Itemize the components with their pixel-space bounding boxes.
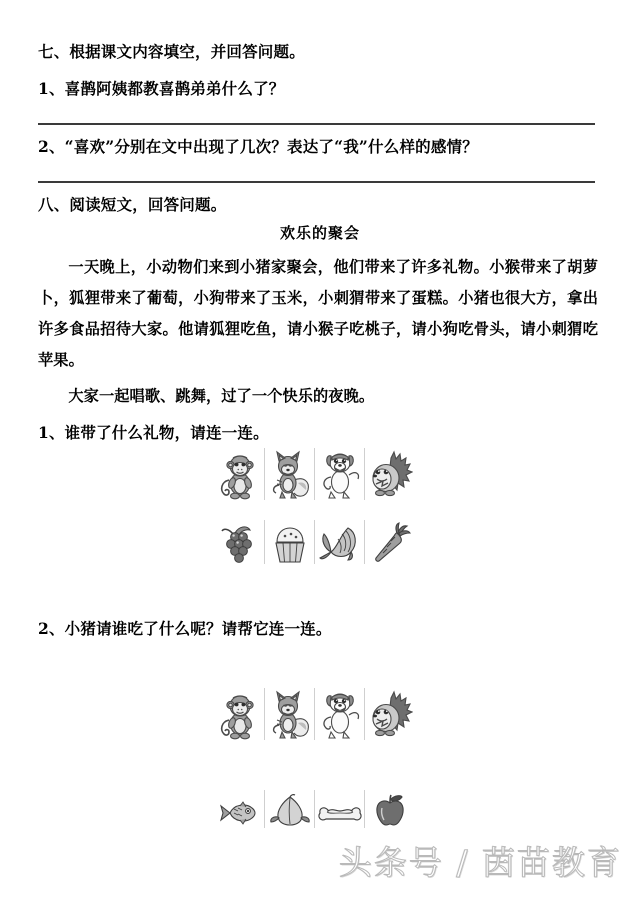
section-eight-heading: 八、阅读短文，回答问题。 bbox=[38, 195, 227, 214]
bone-icon[interactable] bbox=[315, 790, 365, 828]
corn-icon[interactable] bbox=[315, 520, 365, 564]
section-eight-question-1: 1、谁带了什么礼物，请连一连。 bbox=[38, 423, 269, 442]
dog-icon[interactable] bbox=[315, 448, 365, 500]
cupcake-icon[interactable] bbox=[265, 520, 315, 564]
monkey-icon[interactable] bbox=[215, 688, 265, 740]
fish-icon[interactable] bbox=[215, 790, 265, 828]
apple-icon[interactable] bbox=[365, 790, 415, 828]
fox-icon[interactable] bbox=[265, 448, 315, 500]
section-eight-question-2: 2、小猪请谁吃了什么呢？请帮它连一连。 bbox=[38, 619, 332, 638]
watermark: 头条号 / 茵苗教育 bbox=[338, 843, 622, 882]
passage-text-1: 一天晚上，小动物们来到小猪家聚会，他们带来了许多礼物。小猴带来了胡萝卜，狐狸带来了葡萄，小狗带来了玉米，小刺猬带来了蛋糕。小猪也很大方，拿出许多食品招待大家。他请狐狸吃鱼，请小猴子吃桃子，请小狗吃骨头，请小刺猬吃苹果。 bbox=[38, 258, 598, 369]
monkey-icon[interactable] bbox=[215, 448, 265, 500]
hedgehog-icon[interactable] bbox=[365, 448, 415, 500]
section-seven-question-1: 1、喜鹊阿姨都教喜鹊弟弟什么了？ bbox=[38, 79, 285, 98]
match-row-animals-1 bbox=[215, 448, 415, 500]
carrot-icon[interactable] bbox=[365, 520, 415, 564]
match-row-foods-2 bbox=[215, 790, 415, 828]
section-seven-heading: 七、根据课文内容填空，并回答问题。 bbox=[38, 42, 305, 61]
match-row-animals-2 bbox=[215, 688, 415, 740]
passage-paragraph-1 bbox=[38, 252, 598, 376]
section-seven-question-2: 2、“喜欢”分别在文中出现了几次？表达了“我”什么样的感情？ bbox=[38, 137, 478, 156]
answer-line-2 bbox=[38, 181, 595, 183]
passage-title: 欢乐的聚会 bbox=[279, 224, 360, 242]
grapes-icon[interactable] bbox=[215, 520, 265, 564]
fox-icon[interactable] bbox=[265, 688, 315, 740]
passage-text-2: 大家一起唱歌、跳舞，过了一个快乐的夜晚。 bbox=[68, 387, 375, 405]
dog-icon[interactable] bbox=[315, 688, 365, 740]
answer-line-1 bbox=[38, 123, 595, 125]
match-row-gifts-1 bbox=[215, 520, 415, 564]
hedgehog-icon[interactable] bbox=[365, 688, 415, 740]
passage-paragraph-2 bbox=[38, 381, 598, 412]
peach-icon[interactable] bbox=[265, 790, 315, 828]
